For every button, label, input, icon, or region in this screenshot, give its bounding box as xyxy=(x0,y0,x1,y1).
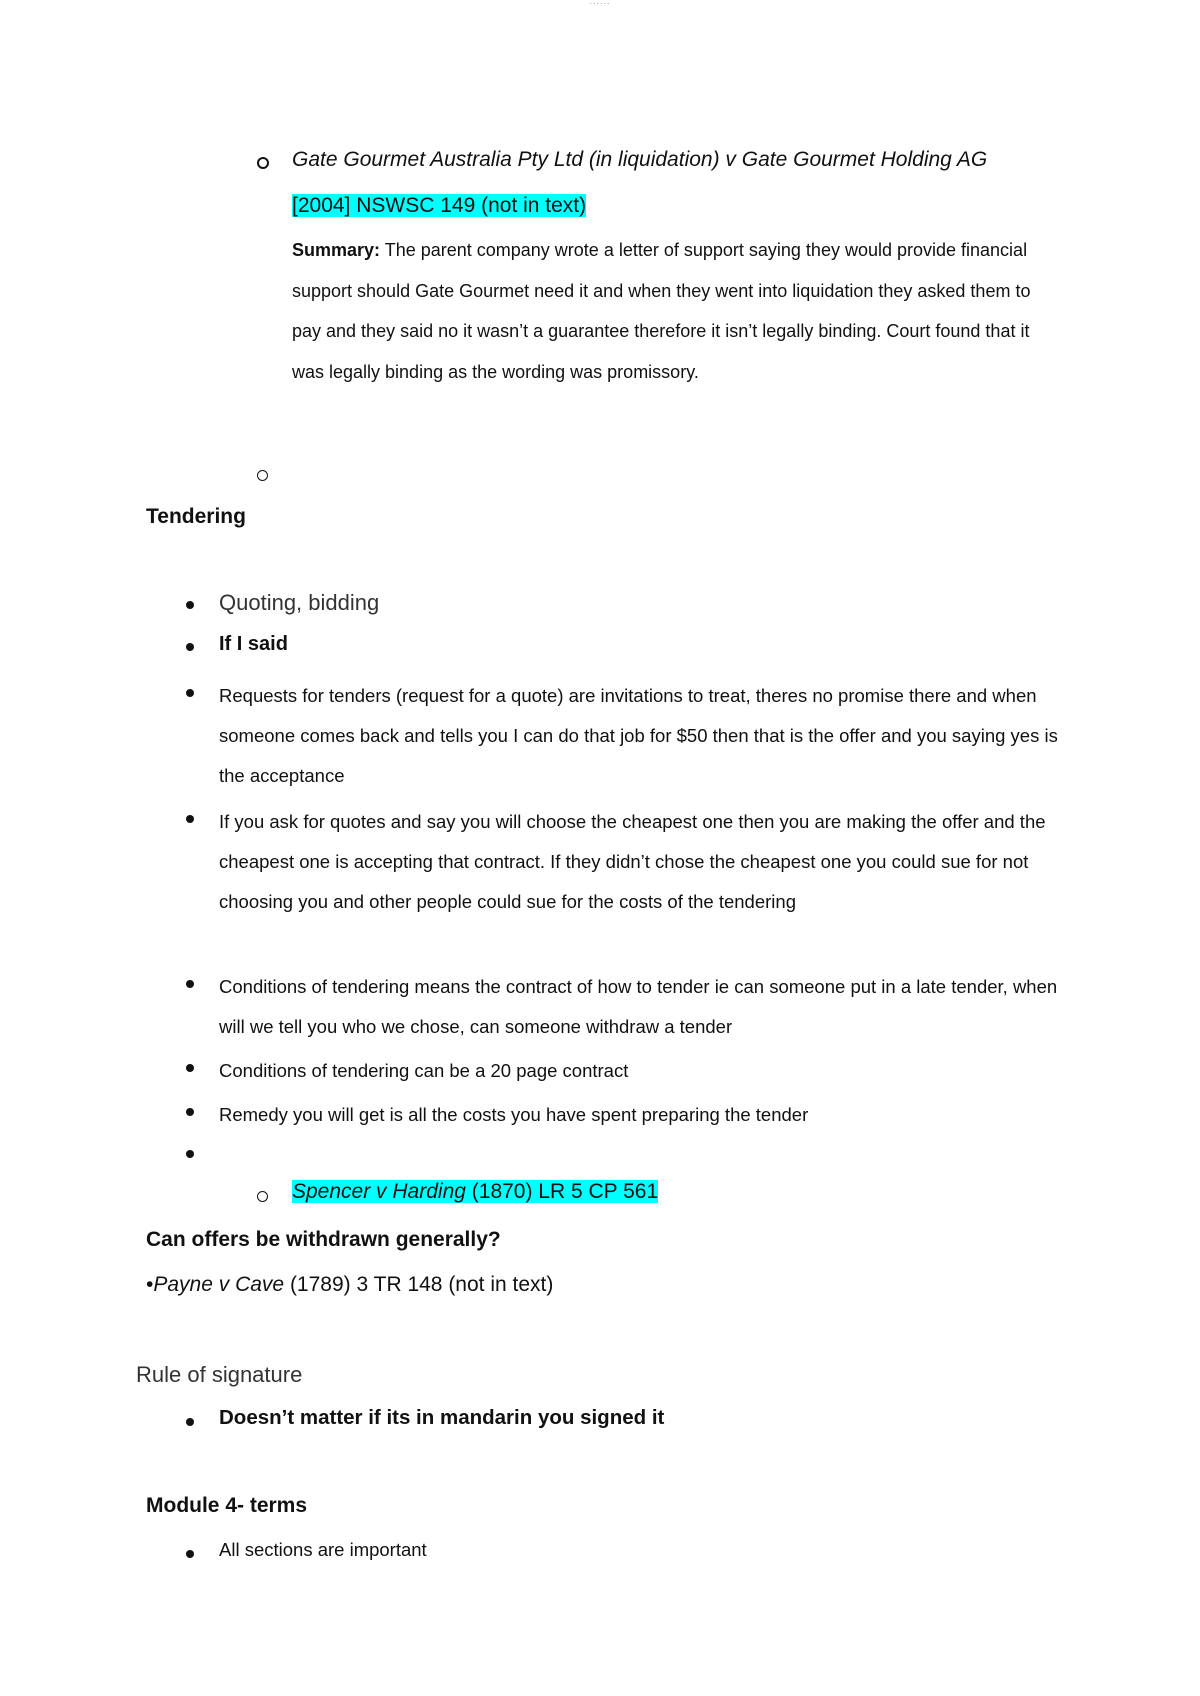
case-citation: (1870) LR 5 CP 561 xyxy=(465,1180,659,1203)
bullet-icon xyxy=(186,1550,194,1558)
list-item: Conditions of tendering means the contract of how to tender ie can someone put in a late tender, when will we tell you who we chose, can someone withdraw a tender xyxy=(219,976,1058,1037)
bullet-icon xyxy=(186,980,194,988)
section-heading-signature: Rule of signature xyxy=(136,1362,303,1387)
case-title: Gate Gourmet Australia Pty Ltd (in liquidation) v Gate Gourmet Holding AG xyxy=(292,148,988,171)
case-citation: (1789) 3 TR 148 (not in text) xyxy=(284,1273,554,1296)
page-header-mark: ...... xyxy=(589,0,611,6)
section-heading-withdrawn: Can offers be withdrawn generally? xyxy=(146,1228,501,1251)
list-item: Conditions of tendering can be a 20 page contract xyxy=(219,1060,629,1081)
circle-bullet-icon xyxy=(257,157,269,169)
case-citation xyxy=(292,184,586,228)
bullet-icon xyxy=(186,689,194,697)
case-spencer-v-harding xyxy=(292,1180,658,1204)
list-item: Quoting, bidding xyxy=(219,590,380,615)
bullet-icon xyxy=(186,1108,194,1116)
circle-bullet-icon xyxy=(257,1191,268,1202)
list-item: If I said xyxy=(219,633,288,655)
summary-label: Summary: xyxy=(292,240,381,260)
bullet-icon xyxy=(186,1418,194,1426)
list-item: If you ask for quotes and say you will choose the cheapest one then you are making the offer and the cheapest one is accepting that contract. If they didn’t chose the cheapest one you could sue for not choosing you and other people could sue for the costs of the tendering xyxy=(219,811,1046,912)
summary-text: The parent company wrote a letter of support saying they would provide financial support should Gate Gourmet need it and when they went into liquidation they asked them to pay and they said no it wasn’t a guarantee therefore it isn’t legally binding. Court found that it was legally binding as the wording was promissory. xyxy=(292,240,1031,382)
list-item: All sections are important xyxy=(219,1539,427,1560)
bullet-char: • xyxy=(146,1273,154,1296)
list-item: Requests for tenders (request for a quote) are invitations to treat, theres no promise there and when someone comes back and tells you I can do that job for $50 then that is the offer and you saying yes is the acceptance xyxy=(219,685,1058,786)
case-summary xyxy=(292,230,1052,392)
bullet-icon xyxy=(186,815,194,823)
bullet-icon xyxy=(186,601,194,609)
circle-bullet-icon xyxy=(257,470,268,481)
list-item: Remedy you will get is all the costs you have spent preparing the tender xyxy=(219,1104,809,1125)
list-item: Doesn’t matter if its in mandarin you signed it xyxy=(219,1406,665,1429)
bullet-icon xyxy=(186,643,194,651)
bullet-icon xyxy=(186,1150,194,1158)
bullet-icon xyxy=(186,1064,194,1072)
section-heading-tendering: Tendering xyxy=(146,505,246,528)
citation-highlight: [2004] NSWSC 149 (not in text) xyxy=(292,194,587,217)
case-name: Spencer v Harding xyxy=(292,1180,466,1203)
section-heading-module4: Module 4- terms xyxy=(146,1494,308,1517)
case-name: Payne v Cave xyxy=(153,1273,285,1296)
case-payne-v-cave xyxy=(146,1273,553,1297)
